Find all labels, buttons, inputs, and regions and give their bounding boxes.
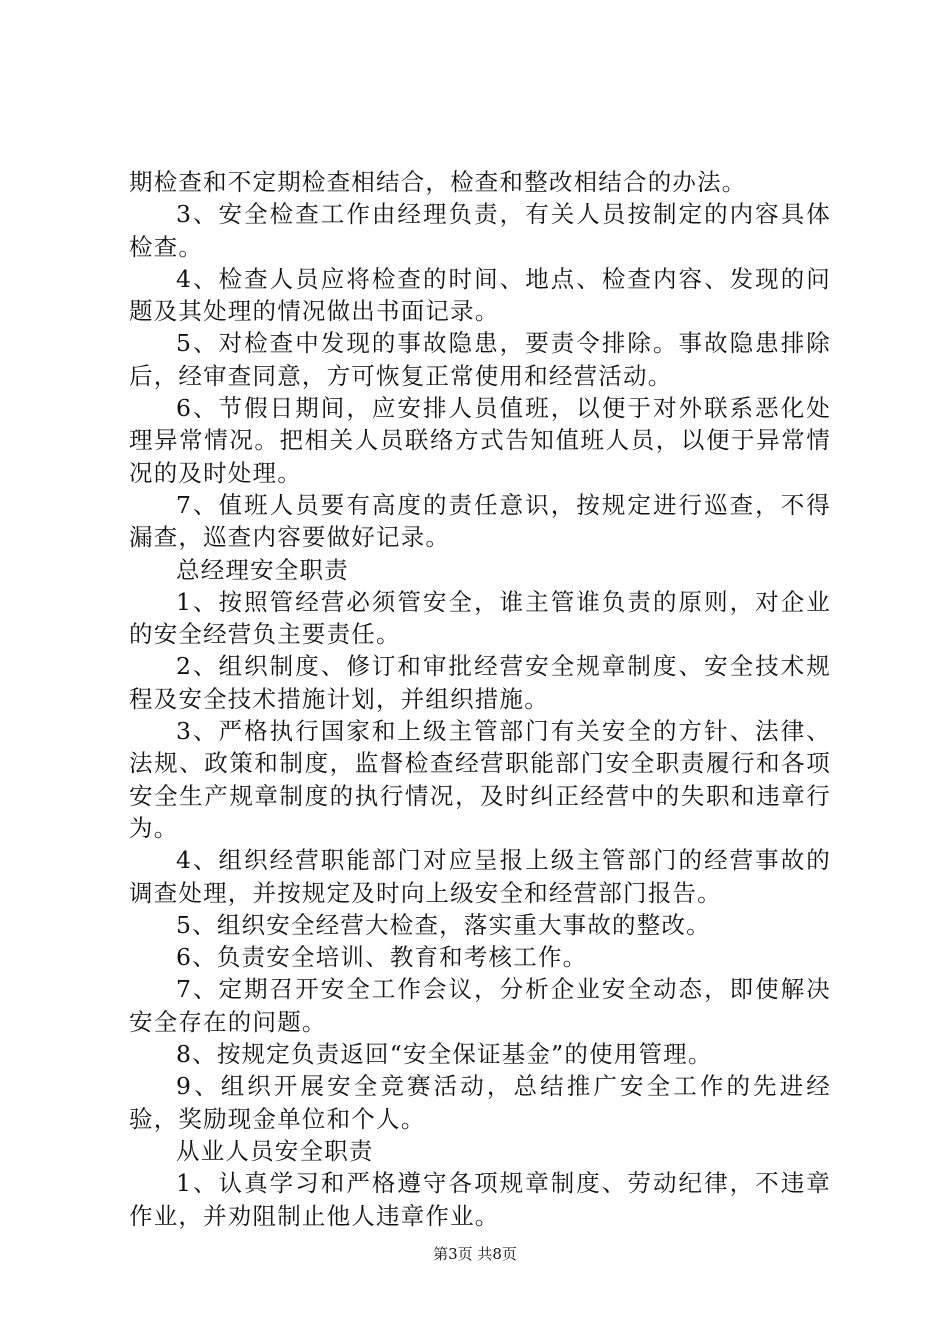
paragraph-continuation: 期检查和不定期检查相结合，检查和整改相结合的办法。 xyxy=(129,168,747,196)
paragraph-gm-9: 9、组织开展安全竞赛活动，总结推广安全工作的先进经验，奖励现金单位和个人。 xyxy=(129,1072,831,1133)
paragraph-emp-1: 1、认真学习和严格遵守各项规章制度、劳动纪律，不违章作业，并劝阻制止他人违章作业。 xyxy=(129,1169,831,1230)
paragraph-item-7: 7、值班人员要有高度的责任意识，按规定进行巡查，不得漏查，巡查内容要做好记录。 xyxy=(129,490,831,552)
page-footer xyxy=(0,1244,950,1264)
paragraph-item-3: 3、安全检查工作由经理负责，有关人员按制定的内容具体检查。 xyxy=(129,200,831,261)
paragraph-item-4: 4、检查人员应将检查的时间、地点、检查内容、发现的问题及其处理的情况做出书面记录。 xyxy=(129,264,831,326)
paragraph-gm-8: 8、按规定负责返回“安全保证基金”的使用管理。 xyxy=(176,1040,713,1069)
section-heading-employees: 从业人员安全职责 xyxy=(176,1136,374,1165)
paragraph-gm-1: 1、按照管经营必须管安全，谁主管谁负责的原则，对企业的安全经营负主要责任。 xyxy=(129,587,831,649)
page-number-label: 第3页 共8页 xyxy=(433,1245,517,1263)
paragraph-gm-3: 3、严格执行国家和上级主管部门有关安全的方针、法律、法规、政策和制度，监督检查经营职能部门安全职责履行和各项安全生产规章制度的执行情况，及时纠正经营中的失职和违章行为。 xyxy=(129,717,831,842)
paragraph-item-6: 6、节假日期间，应安排人员值班，以便于对外联系恶化处理异常情况。把相关人员联络方式告知值班人员，以便于异常情况的及时处理。 xyxy=(129,394,831,487)
paragraph-gm-7: 7、定期召开安全工作会议，分析企业安全动态，即使解决安全存在的问题。 xyxy=(129,975,831,1036)
paragraph-item-5: 5、对检查中发现的事故隐患，要责令排除。事故隐患排除后，经审查同意，方可恢复正常使用和经营活动。 xyxy=(129,329,831,390)
paragraph-gm-4: 4、组织经营职能部门对应呈报上级主管部门的经营事故的调查处理，并按规定及时向上级安全和经营部门报告。 xyxy=(129,846,831,907)
document-body xyxy=(129,166,831,1232)
paragraph-gm-2: 2、组织制度、修订和审批经营安全规章制度、安全技术规程及安全技术措施计划，并组织措施。 xyxy=(129,652,831,713)
paragraph-gm-6: 6、负责安全培训、教育和考核工作。 xyxy=(176,943,588,972)
paragraph-gm-5: 5、组织安全经营大检查，落实重大事故的整改。 xyxy=(176,910,711,939)
section-heading-general-manager: 总经理安全职责 xyxy=(176,555,349,584)
